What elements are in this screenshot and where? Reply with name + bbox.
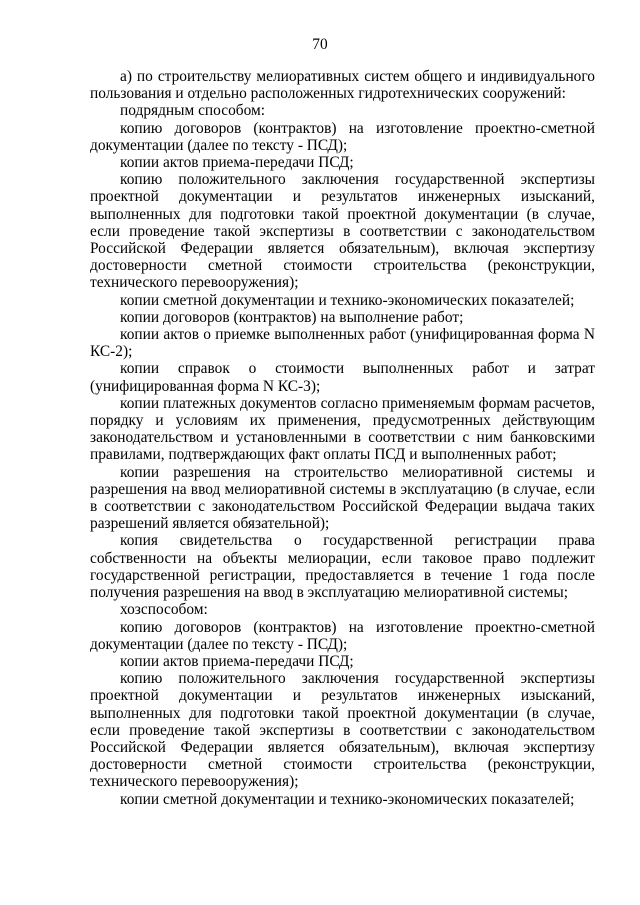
paragraph-design-contracts: копию договоров (контрактов) на изготовление проектно-сметной документации (далее по тексту - ПСД); <box>90 119 595 154</box>
paragraph-ks3-certificates: копии справок о стоимости выполненных работ и затрат (унифицированная форма N КС-3); <box>90 360 595 395</box>
paragraph-payment-documents: копии платежных документов согласно применяемым формам расчетов, порядку и условиям их применения, предусмотренных действующим законодательством и установленными в соответствии с ним банковскими правилами, подтверждающих факт оплаты ПСД и выполненных работ; <box>90 394 595 464</box>
paragraph-construction-intro: а) по строительству мелиоративных систем общего и индивидуального пользования и отдельно расположенных гидротехнических сооружений: <box>90 68 595 103</box>
paragraph-estimate-documentation: копии сметной документации и технико-экономических показателей; <box>120 291 575 309</box>
paragraph-estimate-documentation-own: копии сметной документации и технико-экономических показателей; <box>120 790 575 808</box>
paragraph-ks2-acts: копии актов о приемке выполненных работ (унифицированная форма N КС-2); <box>90 326 595 361</box>
document-body <box>90 68 595 808</box>
paragraph-works-contracts: копии договоров (контрактов) на выполнение работ; <box>120 308 464 326</box>
paragraph-contract-method-heading: подрядным способом: <box>120 102 266 120</box>
paragraph-state-expertise: копию положительного заключения государственной экспертизы проектной документации и результатов инженерных изысканий, выполненных для подготовки такой проектной документации (в случае, если проведение такой экспертизы в соответствии с законодательством Российской Федерации является обязательным), включая экспертизу достоверности сметной стоимости строительства (реконструкции, технического перевооружения); <box>90 171 595 292</box>
paragraph-design-contracts-own: копию договоров (контрактов) на изготовление проектно-сметной документации (далее по тексту - ПСД); <box>90 618 595 653</box>
page-number: 70 <box>312 36 328 53</box>
paragraph-state-expertise-own: копию положительного заключения государственной экспертизы проектной документации и результатов инженерных изысканий, выполненных для подготовки такой проектной документации (в случае, если проведение такой экспертизы в соответствии с законодательством Российской Федерации является обязательным), включая экспертизу достоверности сметной стоимости строительства (реконструкции, технического перевооружения); <box>90 670 595 791</box>
paragraph-construction-permits: копии разрешения на строительство мелиоративной системы и разрешения на ввод мелиоративной системы в эксплуатацию (в случае, если в соответствии с законодательством Российской Федерации выдача таких разрешений является обязательной); <box>90 463 595 533</box>
paragraph-psd-transfer-acts: копии актов приема-передачи ПСД; <box>120 154 354 172</box>
paragraph-ownership-certificate: копия свидетельства о государственной регистрации права собственности на объекты мелиорации, если таковое право подлежит государственной регистрации, предоставляется в течение 1 года после получения разрешения на ввод в эксплуатацию мелиоративной системы; <box>90 532 595 602</box>
paragraph-own-method-heading: хозспособом: <box>120 601 208 619</box>
paragraph-psd-transfer-acts-own: копии актов приема-передачи ПСД; <box>120 652 354 670</box>
